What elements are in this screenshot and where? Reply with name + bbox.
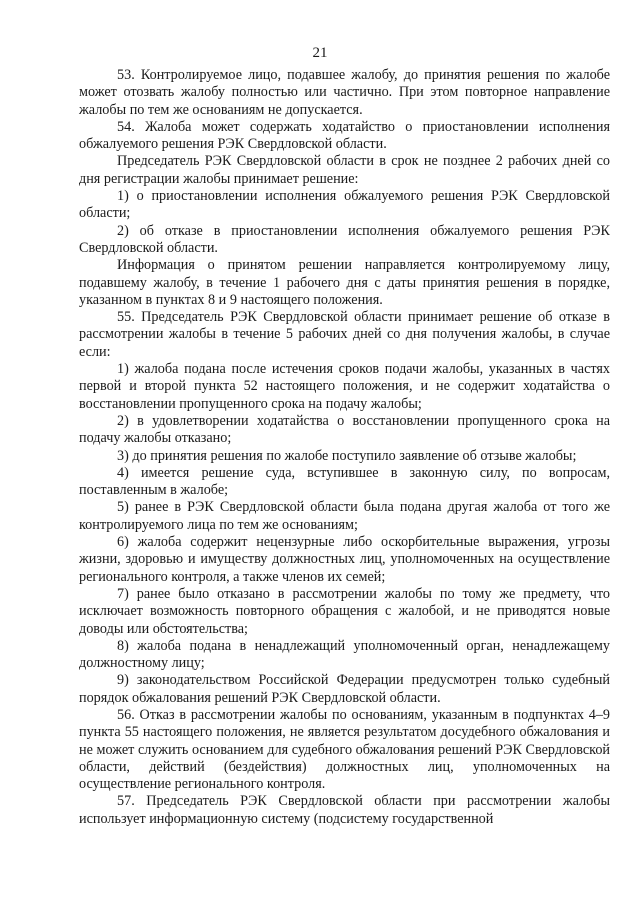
paragraph-57: 57. Председатель РЭК Свердловской области при рассмотрении жалобы использует информационную систему (подсистему государственной: [79, 793, 610, 827]
paragraph-56: 56. Отказ в рассмотрении жалобы по основаниям, указанным в подпунктах 4–9 пункта 55 настоящего положения, не является результатом досудебного обжалования и не может служить основанием для судебного обжалования решений РЭК Свердловской области, действий (бездействия) должностных лиц, уполномоченных на осуществление регионального контроля.: [79, 706, 610, 793]
paragraph-54: 54. Жалоба может содержать ходатайство о приостановлении исполнения обжалуемого решения РЭК Свердловской области.: [79, 118, 610, 153]
paragraph-55: 55. Председатель РЭК Свердловской области принимает решение об отказе в рассмотрении жалобы в течение 5 рабочих дней со дня получения жалобы, в случае если:: [79, 309, 610, 360]
list-item-decision-1: 1) о приостановлении исполнения обжалуемого решения РЭК Свердловской области;: [79, 188, 610, 222]
paragraph-decision-notice: Информация о принятом решении направляется контролируемому лицу, подавшему жалобу, в течение 1 рабочего дня с даты принятия решения в порядке, указанном в пунктах 8 и 9 настоящего положения.: [79, 257, 610, 308]
list-item-refusal-4: 4) имеется решение суда, вступившее в законную силу, по вопросам, поставленным в жалобе;: [79, 464, 610, 499]
list-item-refusal-6: 6) жалоба содержит нецензурные либо оскорбительные выражения, угрозы жизни, здоровью и имуществу должностных лиц, уполномоченных на осуществление регионального контроля, а также членов их семей;: [79, 534, 610, 585]
list-item-refusal-8: 8) жалоба подана в ненадлежащий уполномоченный орган, ненадлежащему должностному лицу;: [79, 637, 610, 672]
list-item-refusal-7: 7) ранее было отказано в рассмотрении жалобы по тому же предмету, что исключает возможность повторного обращения с жалобой, и не приводятся новые доводы или обстоятельства;: [79, 585, 610, 637]
paragraph-chairman-decision: Председатель РЭК Свердловской области в срок не позднее 2 рабочих дней со дня регистрации жалобы принимает решение:: [79, 153, 610, 187]
list-item-refusal-2: 2) в удовлетворении ходатайства о восстановлении пропущенного срока на подачу жалобы отказано;: [79, 412, 610, 447]
page-number: 21: [312, 45, 328, 61]
list-item-decision-2: 2) об отказе в приостановлении исполнения обжалуемого решения РЭК Свердловской области.: [79, 222, 610, 256]
list-item-refusal-1: 1) жалоба подана после истечения сроков подачи жалобы, указанных в частях первой и второй пункта 52 настоящего положения, и не содержит ходатайства о восстановлении пропущенного срока на подачу жалобы;: [79, 361, 610, 412]
list-item-refusal-5: 5) ранее в РЭК Свердловской области была подана другая жалоба от того же контролируемого лица по тем же основаниям;: [79, 499, 610, 533]
document-body: [79, 67, 610, 828]
list-item-refusal-9: 9) законодательством Российской Федерации предусмотрен только судебный порядок обжалования решений РЭК Свердловской области.: [79, 672, 610, 706]
paragraph-53: 53. Контролируемое лицо, подавшее жалобу, до принятия решения по жалобе может отозвать жалобу полностью или частично. При этом повторное направление жалобы по тем же основаниям не допускается.: [79, 67, 610, 118]
list-item-refusal-3: 3) до принятия решения по жалобе поступило заявление об отзыве жалобы;: [117, 447, 577, 464]
